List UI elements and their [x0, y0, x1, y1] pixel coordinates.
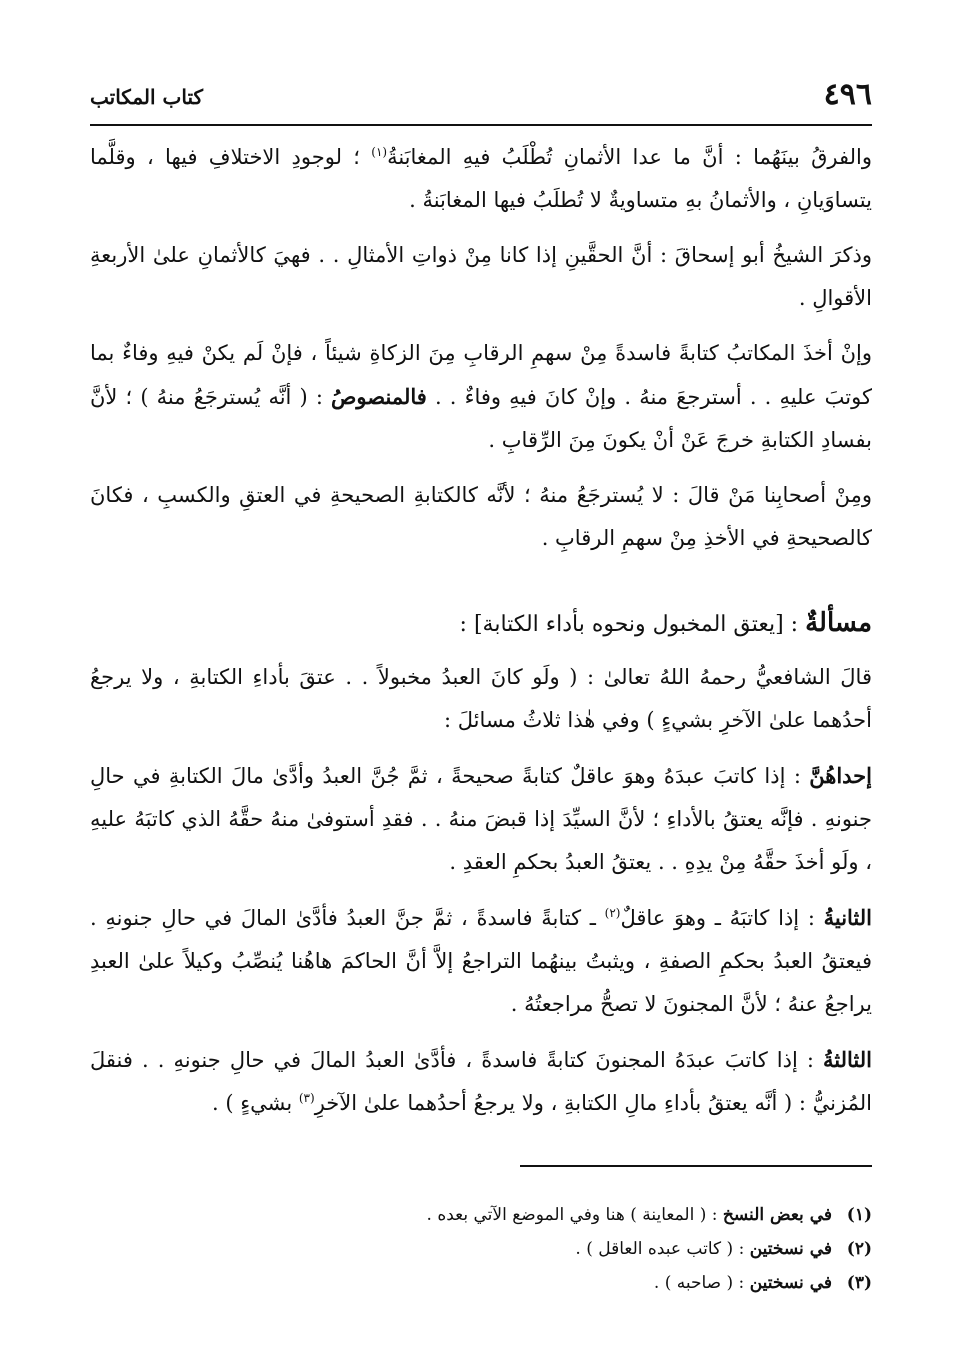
paragraph-zakat-share: وإنْ أخذَ المكاتبُ كتابةً فاسدةً مِنْ سهمِ الرقابِ مِنَ الزكاةِ شيئاً ، فإنْ لَم يكنْ فيهِ وفاءٌ بما كوتبَ عليهِ . . أسترجعَ منهُ . وإنْ كانَ فيهِ وفاءٌ . . فالمنصوصُ : ( أنَّه يُسترجَعُ منهُ ) ؛ لأنَّ بفسادِ الكتابةِ خرجَ عَنْ أنْ يكونَ مِنَ الرِّقابِ .	[90, 341, 872, 452]
page-header	[90, 78, 872, 120]
issue-heading	[90, 602, 872, 646]
paragraph-difference: والفرقُ بينَهُما : أنَّ ما عدا الأثمانِ تُطْلَبُ فيهِ المغابَنةُ$^{(١)}$ ؛ لوجودِ الاختلافِ فيها ، وقلَّما يتساوَيانِ ، والأثمانُ بهِ متساويةٌ لا تُطلَبُ فيها المغابَنةُ .	[90, 145, 872, 212]
footnote-divider	[520, 1165, 872, 1167]
bold-term: الثالثةُ	[823, 1047, 872, 1072]
footnote-number: (١)	[846, 1205, 872, 1225]
footnote-item: (١)في بعض النسخ : ( المعاينة ) هنا وفي الموضع الآتي بعده .	[272, 1198, 872, 1232]
footnotes	[272, 1198, 872, 1300]
footnote-number: (٢)	[846, 1239, 872, 1259]
bold-term: الثانيةُ	[823, 905, 873, 930]
footnote-ref-3: (٣)	[298, 1091, 315, 1105]
footnote-item: (٢)في نسختين : ( كاتب عبده العاقل ) .	[272, 1232, 872, 1266]
paragraph-second-case: الثانيةُ : إذا كاتبَهُ ـ وهوَ عاقلٌ$^{(٢)}$ ـ كتابةً فاسدةً ، ثمَّ جنَّ العبدُ فأدَّىٰ المالَ في حالِ جنونهِ . فيعتقُ العبدُ بحكمِ الصفةِ ، ويثبتُ بينهُما التراجعُ إلاَّ أنَّ الحاكمَ هاهُنا يُنصِّبُ وكيلاً علىٰ العبدِ يراجعُ عنهُ ؛ لأنَّ المجنونَ لا تصحُّ مراجعتُهُ .	[90, 905, 873, 1016]
bold-term: إحداهُنَّ	[809, 763, 872, 788]
footnote-ref-1: (١)	[371, 145, 388, 159]
issue-label: مسألةٌ	[805, 608, 872, 638]
section-spacer	[90, 572, 872, 602]
footnote-number: (٣)	[846, 1273, 872, 1293]
footnote-item: (٣)في نسختين : ( صاحبه ) .	[272, 1266, 872, 1300]
footnote-ref-2: (٢)	[604, 906, 621, 920]
paragraph-companions: ومِنْ أصحابِنا مَنْ قالَ : لا يُسترجَعُ منهُ ؛ لأنَّه كالكتابةِ الصحيحةِ في العتقِ والكسبِ ، فكانَ كالصحيحةِ في الأخذِ مِنْ سهمِ الرقابِ .	[90, 483, 872, 550]
paragraph-third-case: الثالثةُ : إذا كاتبَ عبدَهُ المجنونَ كتابةً فاسدةً ، فأدَّىٰ العبدُ المالَ في حالِ جنونهِ . . فنقلَ المُزنيُّ : ( أنَّه يعتقُ بأداءِ مالِ الكتابةِ ، ولا يرجعُ أحدُهما علىٰ الآخرِ$^{(٣)}$ بشيءٍ ) .	[90, 1047, 872, 1115]
paragraph-first-case: إحداهُنَّ : إذا كاتبَ عبدَهُ وهوَ عاقلٌ كتابةً صحيحةً ، ثمَّ جُنَّ العبدُ وأدَّىٰ مالَ الكتابةِ في حالِ جنونهِ . فإنَّه يعتقُ بالأداءِ ؛ لأنَّ السيِّدَ إذا قبضَ منهُ . . فقدِ أستوفىٰ منهُ حقَّهُ الذي كاتبَهُ عليهِ ، ولَو أخذَ حقَّهُ مِنْ يدِهِ . . يعتقُ العبدُ بحكمِ العقدِ .	[90, 763, 872, 874]
issue-title: : [يعتق المخبول ونحوه بأداء الكتابة] :	[459, 612, 806, 637]
paragraph-abu-ishaq: وذكرَ الشيخُ أبو إسحاقَ : أنَّ الحقَّينِ إذا كانا مِنْ ذواتِ الأمثالِ . . فهيَ كالأثمانِ علىٰ الأربعةِ الأقوالِ .	[90, 243, 872, 310]
main-text	[90, 136, 872, 1137]
header-divider	[90, 124, 872, 126]
page-number: ٤٩٦	[823, 77, 872, 112]
paragraph-shafii-quote: قالَ الشافعيُّ رحمهُ اللهُ تعالىٰ : ( ولَو كانَ العبدُ مخبولاً . . عتقَ بأداءِ الكتابةِ ، ولا يرجعُ أحدُهما علىٰ الآخرِ بشيءٍ ) وفي هٰذا ثلاثُ مسائلَ :	[90, 665, 872, 732]
running-title: كتاب المكاتب	[90, 85, 203, 109]
bold-term: فالمنصوصُ	[331, 384, 427, 409]
